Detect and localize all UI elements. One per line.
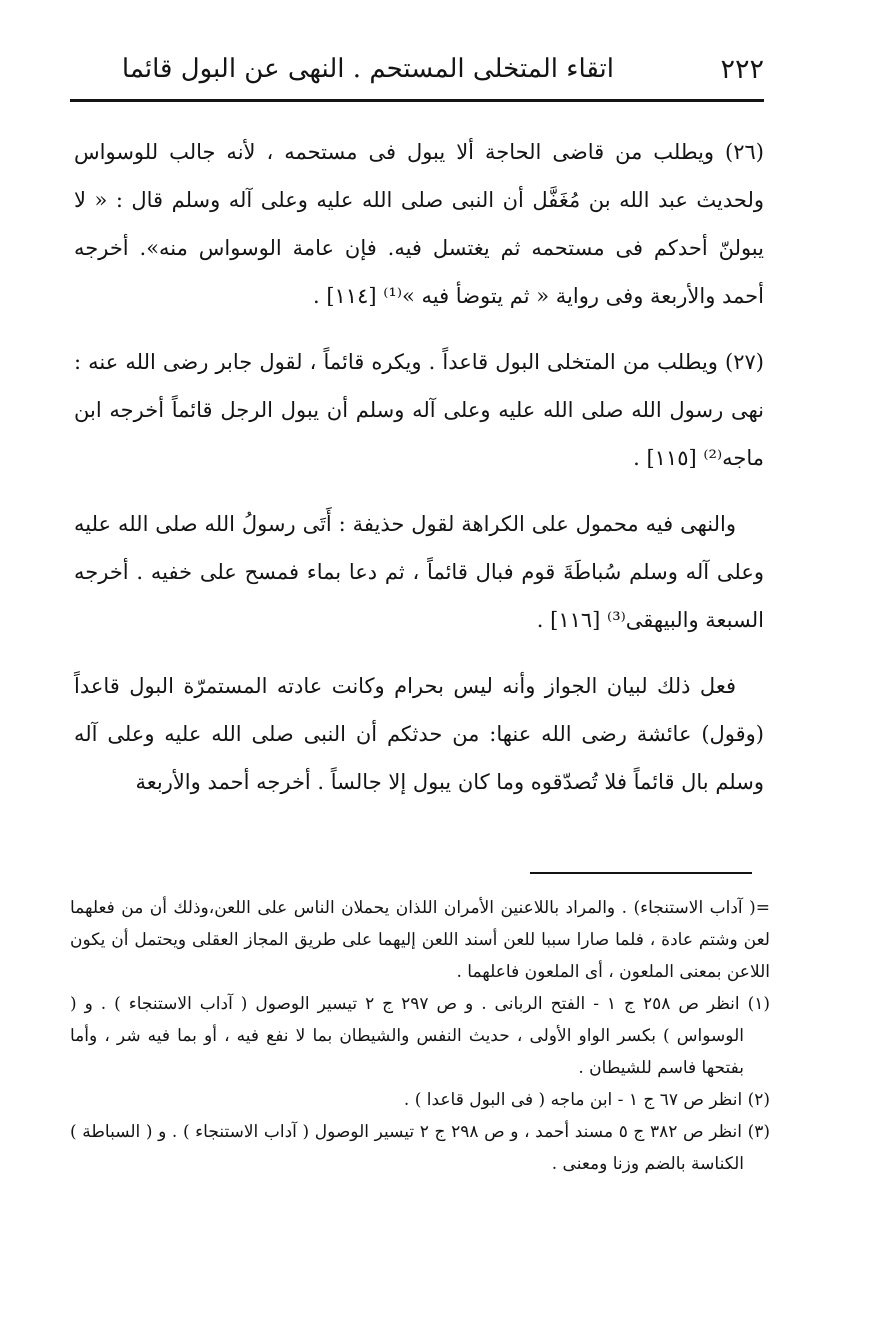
footnote-rule [530,872,752,874]
running-title: اتقاء المتخلى المستحم . النهى عن البول قائما [121,54,614,84]
main-text [74,128,764,806]
paragraph-hudhayfa: والنهى فيه محمول على الكراهة لقول حذيفة : أَتَى رسولُ الله صلى الله عليه وعلى آله وسلم سُباطَةَ قوم فبال قائماً ، ثم دعا بماء فمسح على خفيه . أخرجه السبعة والبيهقى⁽³⁾ [١١٦] . [74,512,764,632]
header-rule [70,99,764,102]
footnotes [70,892,770,1180]
paragraph-aisha: فعل ذلك لبيان الجواز وأنه ليس بحرام وكانت عادته المستمرّة البول قاعداً (وقول) عائشة رضى الله عنها: من حدثكم أن النبى صلى الله عليه وعلى آله وسلم بال قائماً فلا تُصدّقوه وما كان يبول إلا جالساً . أخرجه أحمد والأربعة [74,674,764,794]
paragraph-27: (٢٧) ويطلب من المتخلى البول قاعداً . ويكره قائماً ، لقول جابر رضى الله عنه : نهى رسول الله صلى الله عليه وعلى آله وسلم أن يبول الرجل قائماً أخرجه ابن ماجه⁽²⁾ [١١٥] . [74,350,764,470]
footnote-3: (٣) انظر ص ٣٨٢ ج ٥ مسند أحمد ، و ص ٢٩٨ ج ٢ تيسير الوصول ( آداب الاستنجاء ) . و ( السباطة ) الكناسة بالضم وزنا ومعنى . [70,1122,771,1174]
footnote-continuation: =( آداب الاستنجاء) . والمراد باللاعنين الأمران اللذان يحملان الناس على اللعن،وذلك أن من فعلهما لعن وشتم عادة ، فلما صارا سببا للعن أسند اللعن إليهما على طريق المجاز العقلى ويحتمل أن يكون اللاعن بمعنى الملعون ، أى الملعون فاعلهما . [70,898,770,982]
footnote-1: (١) انظر ص ٢٥٨ ج ١ - الفتح الربانى . و ص ٢٩٧ ج ٢ تيسير الوصول ( آداب الاستنجاء ) . و ( الوسواس ) بكسر الواو الأولى ، حديث النفس والشيطان بما لا نفع فيه ، أو بما فيه شر ، وأما بفتحها فاسم للشيطان . [70,994,771,1078]
footnote-2: (٢) انظر ص ٦٧ ج ١ - ابن ماجه ( فى البول قاعدا ) . [403,1090,770,1110]
page-number: ٢٢٢ [720,54,764,85]
page-header [70,40,764,102]
paragraph-26: (٢٦) ويطلب من قاضى الحاجة ألا يبول فى مستحمه ، لأنه جالب للوسواس ولحديث عبد الله بن مُغَفَّل أن النبى صلى الله عليه وعلى آله وسلم قال : « لا يبولنّ أحدكم فى مستحمه ثم يغتسل فيه. فإن عامة الوسواس منه». أخرجه أحمد والأربعة وفى رواية « ثم يتوضأ فيه »⁽¹⁾ [١١٤] . [74,140,764,308]
